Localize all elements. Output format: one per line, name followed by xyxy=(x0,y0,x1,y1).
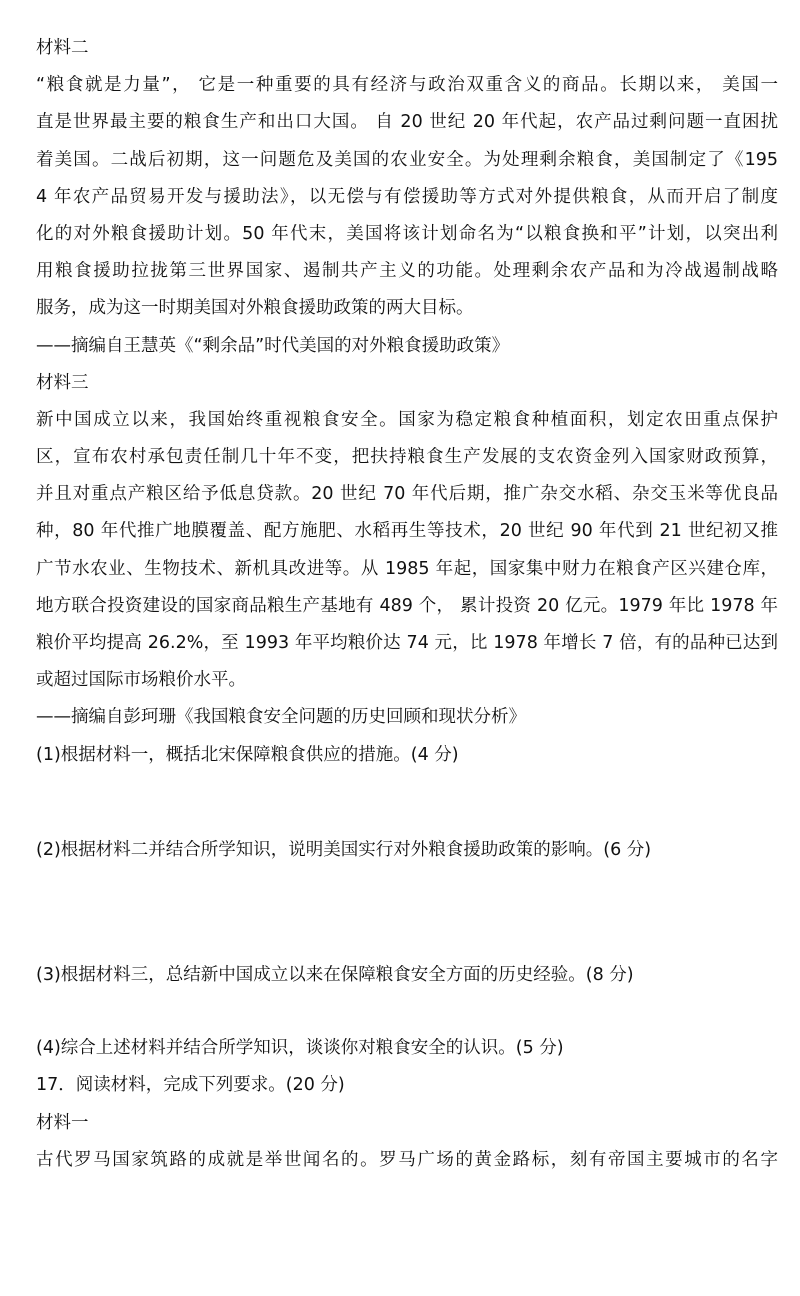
material-3-source: ——摘编自彭珂珊《我国粮食安全问题的历史回顾和现状分析》 xyxy=(36,707,526,728)
material-3-line: 并且对重点产粮区给予低息贷款。20 世纪 70 年代后期，推广杂交水稻、杂交玉米等优良品 xyxy=(36,484,778,505)
material-3-line: 地方联合投资建设的国家商品粮生产基地有 489 个， 累计投资 20 亿元。1979 年比 1978 年 xyxy=(36,595,778,616)
answer-space xyxy=(36,994,778,1030)
material-3-heading: 材料三 xyxy=(36,372,89,393)
material-2-source: ——摘编自王慧英《“剩余品”时代美国的对外粮食援助政策》 xyxy=(36,335,510,356)
answer-space xyxy=(36,774,778,832)
material-2-line: 4 年农产品贸易开发与援助法》，以无偿与有偿援助等方式对外提供粮食，从而开启了制度 xyxy=(36,186,778,207)
material-2-line: 直是世界最主要的粮食生产和出口大国。 自 20 世纪 20 年代起，农产品过剩问题一直困扰 xyxy=(36,112,778,133)
material-3-line: 区，宣布农村承包责任制几十年不变，把扶持粮食生产发展的支农资金列入国家财政预算， xyxy=(36,447,778,468)
material-2-line: 着美国。二战后初期，这一问题危及美国的农业安全。为处理剩余粮食，美国制定了《195 xyxy=(36,149,778,170)
question-1: (1)根据材料一，概括北宋保障粮食供应的措施。(4 分) xyxy=(36,744,459,765)
material-3-line: 或超过国际市场粮价水平。 xyxy=(36,670,246,691)
material-2-heading: 材料二 xyxy=(36,38,89,58)
answer-space xyxy=(36,869,778,957)
material-3-line: 新中国成立以来，我国始终重视粮食安全。国家为稳定粮食种植面积，划定农田重点保护 xyxy=(36,409,778,430)
material-2-line: 用粮食援助拉拢第三世界国家、遏制共产主义的功能。处理剩余农产品和为冷战遏制战略 xyxy=(36,261,778,282)
material-2-line: 服务，成为这一时期美国对外粮食援助政策的两大目标。 xyxy=(36,298,474,319)
material-3-line: 粮价平均提高 26.2%，至 1993 年平均粮价达 74 元，比 1978 年增长 7 倍，有的品种已达到 xyxy=(36,633,778,653)
material-2-line: 化的对外粮食援助计划。50 年代末，美国将该计划命名为“以粮食换和平”计划，以突出利 xyxy=(36,223,778,244)
question-17-prompt: 17．阅读材料，完成下列要求。(20 分) xyxy=(36,1075,345,1096)
material-3-line: 广节水农业、生物技术、新机具改进等。从 1985 年起，国家集中财力在粮食产区兴建仓库， xyxy=(36,558,778,579)
question-2: (2)根据材料二并结合所学知识，说明美国实行对外粮食援助政策的影响。(6 分) xyxy=(36,839,652,860)
question-3: (3)根据材料三，总结新中国成立以来在保障粮食安全方面的历史经验。(8 分) xyxy=(36,964,634,985)
question-17-material-1-heading: 材料一 xyxy=(36,1112,89,1133)
material-3-line: 种，80 年代推广地膜覆盖、配方施肥、水稻再生等技术，20 世纪 90 年代到 21 世纪初又推 xyxy=(36,521,778,542)
question-17-material-1-line: 古代罗马国家筑路的成就是举世闻名的。罗马广场的黄金路标，刻有帝国主要城市的名字 xyxy=(36,1149,778,1170)
document-page xyxy=(36,30,778,1179)
material-2-line: “粮食就是力量”， 它是一种重要的具有经济与政治双重含义的商品。长期以来， 美国一 xyxy=(36,75,778,96)
question-4: (4)综合上述材料并结合所学知识，谈谈你对粮食安全的认识。(5 分) xyxy=(36,1038,564,1059)
